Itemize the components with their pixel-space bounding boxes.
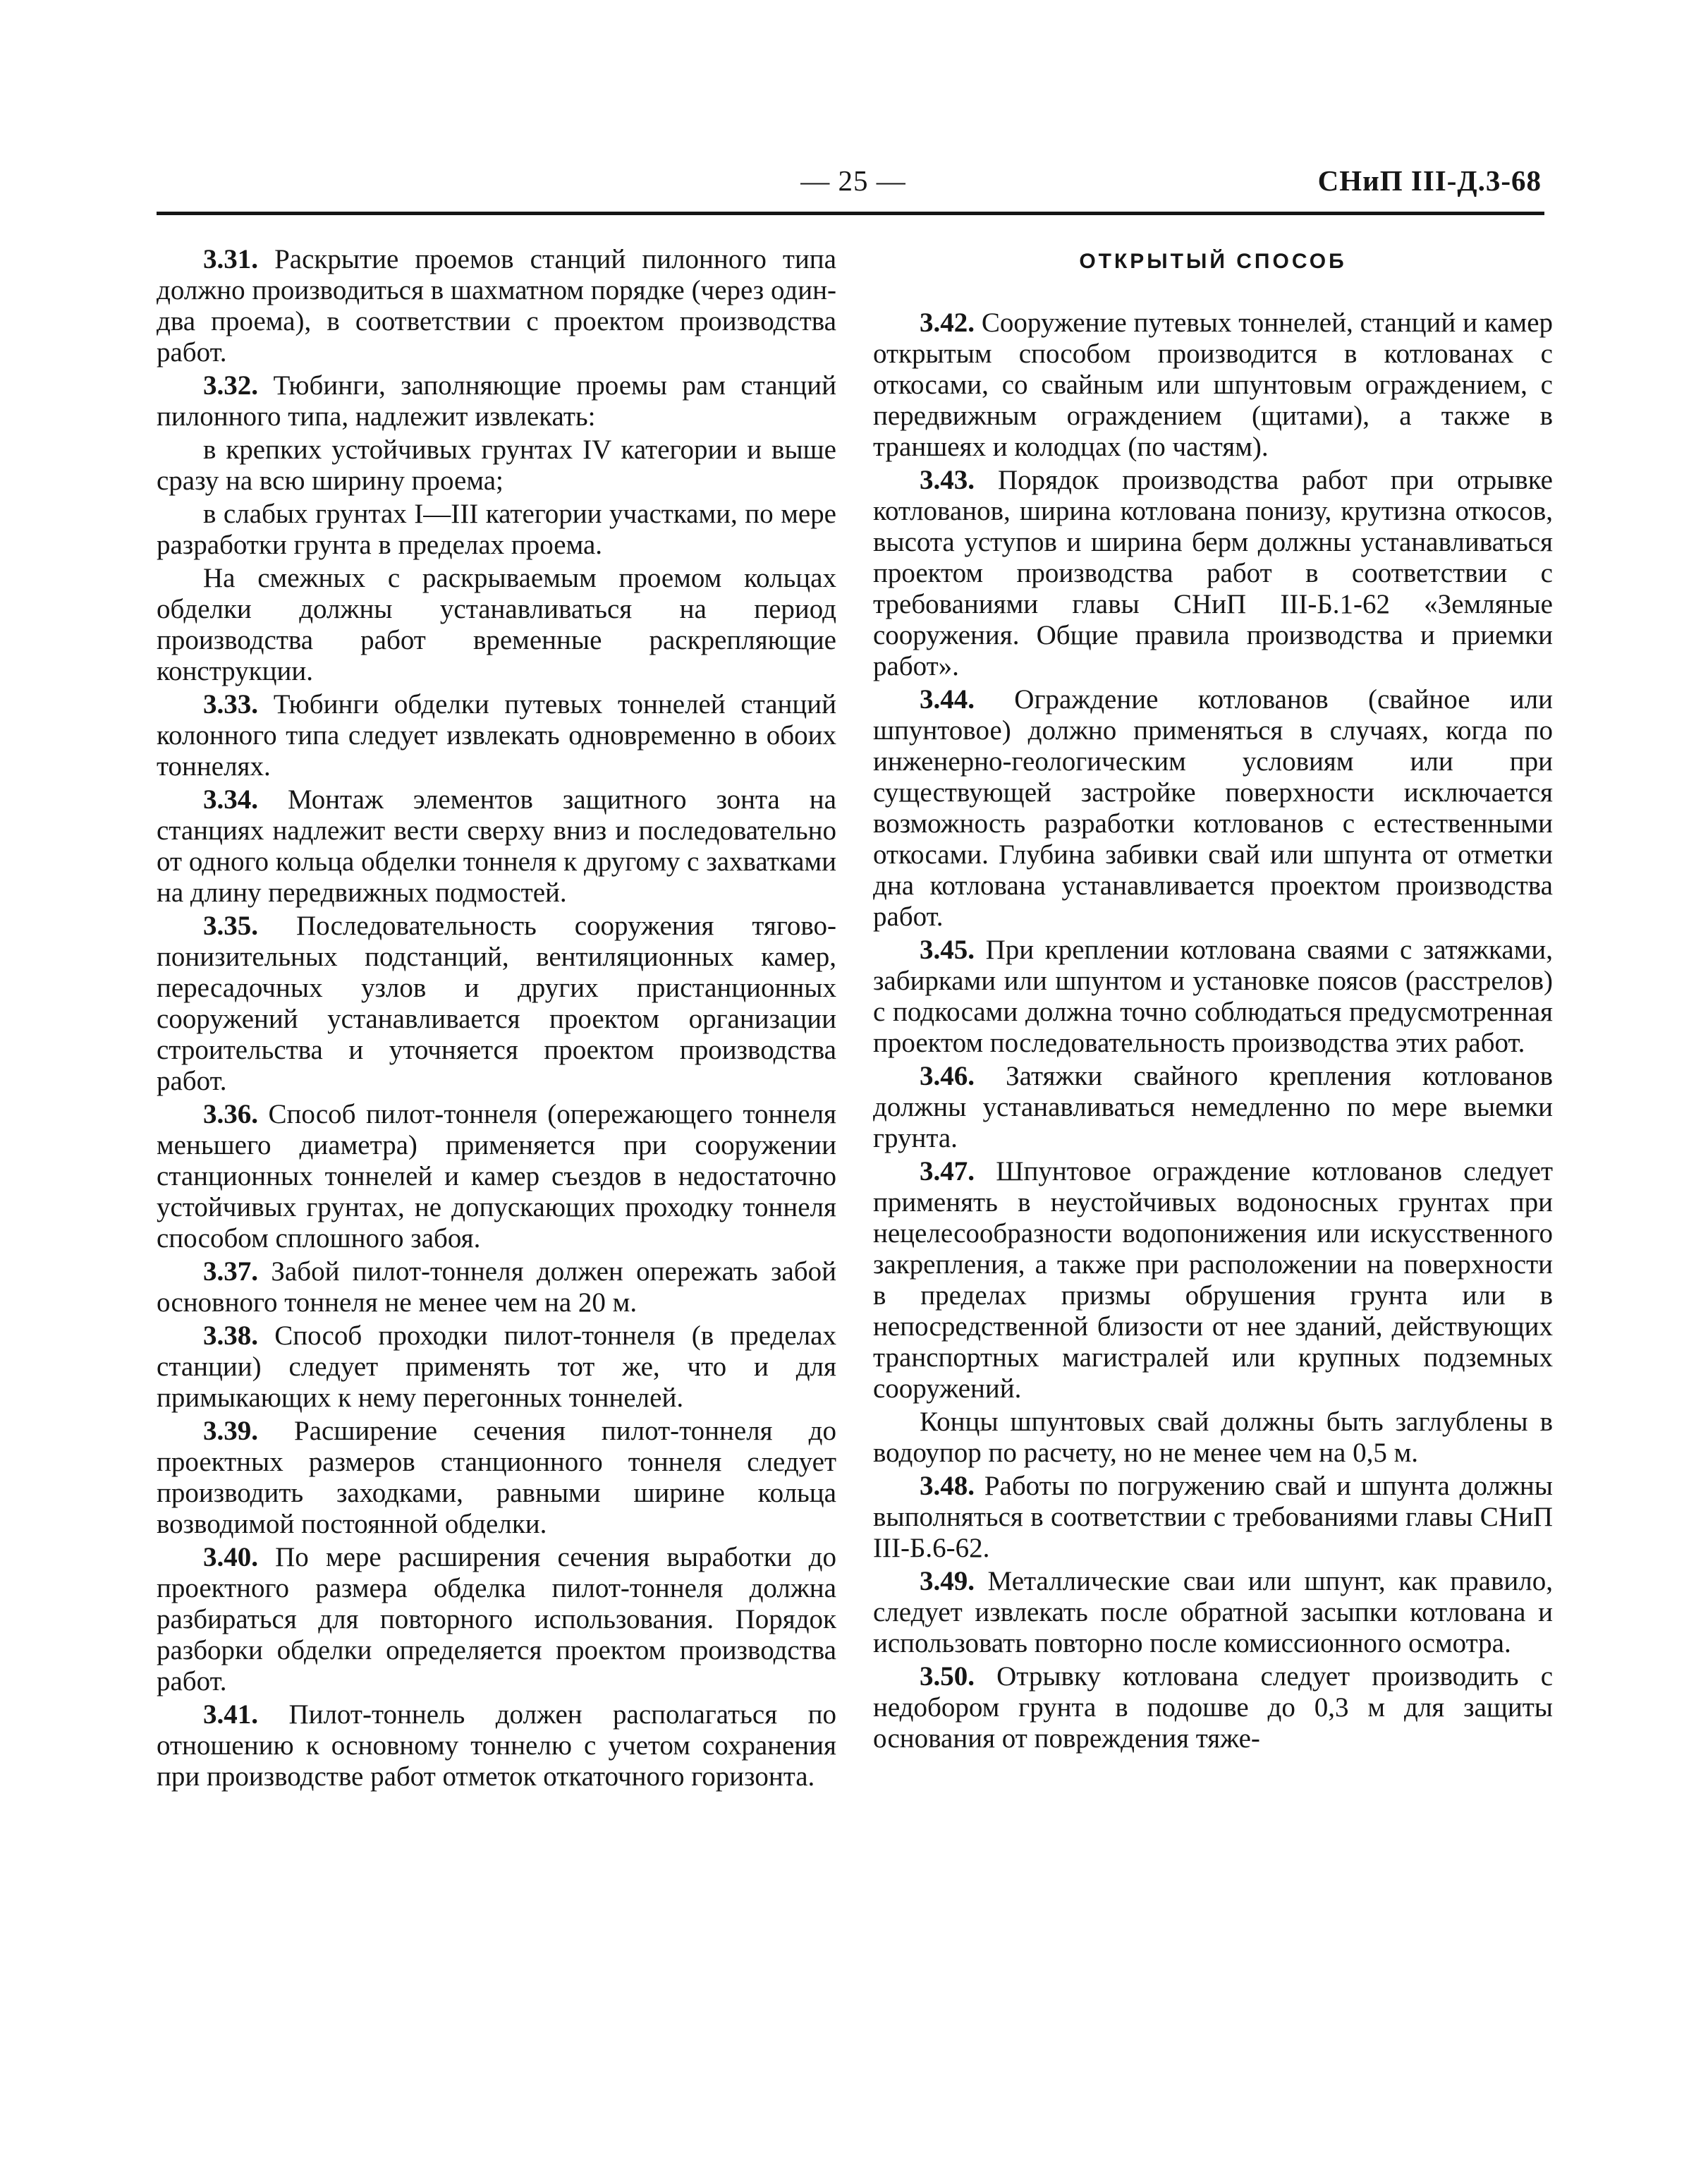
paragraph-text: Шпунтовое ограждение котлованов следует применять в неустойчивых водоносных грунтах при нецелесообразности водопонижения или искусственного закрепления, а также при расположении на поверхности в пределах призмы обрушения грунта или в непосредственной близости от нее зданий, действующих транспортных магистралей или крупных подземных сооружений. xyxy=(873,1156,1553,1404)
paragraph-text: в слабых грунтах I—III категории участками, по мере разработки грунта в пределах проема. xyxy=(157,499,836,560)
paragraph-text: Металлические сваи или шпунт, как правило, следует извлекать после обратной засыпки котлована и использовать повторно после комиссионного осмотра. xyxy=(873,1566,1553,1658)
paragraph-text: Отрывку котлована следует производить с недобором грунта в подошве до 0,3 м для защиты основания от повреждения тяже- xyxy=(873,1661,1554,1754)
paragraph xyxy=(157,1099,836,1254)
paragraph-text: Раскрытие проемов станций пилонного типа должно производиться в шахматном порядке (через один-два проема), в соответствии с проектом производства работ. xyxy=(157,244,836,368)
paragraph xyxy=(157,1699,836,1792)
paragraph xyxy=(873,1061,1553,1154)
paragraph xyxy=(873,684,1553,933)
paragraph xyxy=(157,911,836,1097)
paragraph-text: Ограждение котлованов (свайное или шпунтовое) должно применяться в случаях, когда по инженерно-геологическим условиям или при существующей застройке поверхности исключается возможность разработки котлованов с естественными откосами. Глубина забивки свай или шпунта от отметки дна котлована устанавливается проектом производства работ. xyxy=(873,684,1553,932)
paragraph xyxy=(157,1542,836,1697)
paragraph-number: 3.32. xyxy=(203,370,258,401)
paragraph-text: Тюбинги, заполняющие проемы рам станций пилонного типа, надлежит извлекать: xyxy=(157,370,836,432)
paragraph-number: 3.50. xyxy=(920,1661,975,1692)
page-number: — 25 — xyxy=(800,164,906,197)
paragraph-text: Монтаж элементов защитного зонта на станциях надлежит вести сверху вниз и последовательно от одного кольца обделки тоннеля к другому с захватками на длину передвижных подмостей. xyxy=(157,784,836,908)
paragraph xyxy=(157,1256,836,1318)
paragraph-text: Концы шпунтовых свай должны быть заглублены в водоупор по расчету, но не менее чем на 0,5 м. xyxy=(873,1407,1553,1468)
document-code: СНиП III-Д.3-68 xyxy=(1317,164,1542,197)
paragraph-number: 3.42. xyxy=(920,308,975,338)
paragraph-number: 3.31. xyxy=(203,244,258,274)
paragraph xyxy=(157,1321,836,1414)
paragraph-text: Затяжки свайного крепления котлованов должны устанавливаться немедленно по мере выемки грунта. xyxy=(873,1061,1553,1153)
paragraph-number: 3.40. xyxy=(203,1542,258,1572)
header-rule xyxy=(157,212,1544,215)
paragraph-number: 3.47. xyxy=(920,1156,975,1186)
paragraph-number: 3.38. xyxy=(203,1321,258,1351)
paragraph-number: 3.44. xyxy=(920,684,975,715)
paragraph-text: Работы по погружению свай и шпунта должны выполняться в соответствии с требованиями главы СНиП III-Б.6-62. xyxy=(873,1471,1553,1563)
paragraph-number: 3.37. xyxy=(203,1256,258,1287)
paragraph-text: При креплении котлована сваями с затяжками, забирками или шпунтом и установке поясов (расстрелов) с подкосами должна точно соблюдаться предусмотренная проектом последовательность производства этих работ. xyxy=(873,935,1553,1058)
paragraph xyxy=(873,1661,1553,1754)
paragraph-number: 3.43. xyxy=(920,465,975,495)
paragraph-text: Забой пилот-тоннеля должен опережать забой основного тоннеля не менее чем на 20 м. xyxy=(157,1256,837,1318)
paragraph-number: 3.39. xyxy=(203,1416,258,1446)
paragraph-number: 3.41. xyxy=(203,1699,258,1730)
paragraph-number: 3.49. xyxy=(920,1566,975,1596)
paragraph-number: 3.46. xyxy=(920,1061,975,1091)
paragraph xyxy=(157,689,836,782)
paragraph xyxy=(873,1471,1553,1564)
paragraph-text: в крепких устойчивых грунтах IV категории и выше сразу на всю ширину проема; xyxy=(157,435,836,496)
paragraph-text: Порядок производства работ при отрывке котлованов, ширина котлована понизу, крутизна откосов, высота уступов и ширина берм должны устанавливаться проектом производства работ в соответствии с требованиями главы СНиП III-Б.1-62 «Земляные сооружения. Общие правила производства и приемки работ». xyxy=(873,465,1553,681)
paragraph xyxy=(157,370,836,432)
paragraph-text: По мере расширения сечения выработки до проектного размера обделка пилот-тоннеля должна разбираться для повторного использования. Порядок разборки обделки определяется проектом производства работ. xyxy=(157,1542,836,1696)
paragraph-number: 3.48. xyxy=(920,1471,975,1501)
paragraph-text: Расширение сечения пилот-тоннеля до проектных размеров станционного тоннеля следует производить заходками, равными ширине кольца возводимой постоянной обделки. xyxy=(157,1416,837,1539)
right-column xyxy=(873,244,1553,1756)
paragraph-text: На смежных с раскрываемым проемом кольцах обделки должны устанавливаться на период производства работ временные раскрепляющие конструкции. xyxy=(157,563,836,686)
paragraph-number: 3.33. xyxy=(203,689,258,720)
paragraph xyxy=(157,784,836,909)
paragraph-number: 3.34. xyxy=(203,784,258,815)
paragraph-text: Способ проходки пилот-тоннеля (в пределах станции) следует применять тот же, что и для примыкающих к нему перегонных тоннелей. xyxy=(157,1321,836,1413)
paragraph-text: Тюбинги обделки путевых тоннелей станций колонного типа следует извлекать одновременно в обоих тоннелях. xyxy=(157,689,837,782)
paragraph-number: 3.45. xyxy=(920,935,975,965)
paragraph xyxy=(157,244,836,368)
paragraph-number: 3.36. xyxy=(203,1099,258,1129)
left-column xyxy=(157,244,836,1795)
paragraph xyxy=(157,563,836,687)
paragraph-text: Последовательность сооружения тягово-понизительных подстанций, вентиляционных камер, пересадочных узлов и других пристанционных сооружений устанавливается проектом организации строительства и уточняется проектом производства работ. xyxy=(157,911,837,1096)
paragraph xyxy=(157,435,836,497)
paragraph-text: Способ пилот-тоннеля (опережающего тоннеля меньшего диаметра) применяется при сооружении станционных тоннелей и камер съездов в недостаточно устойчивых грунтах, не допускающих проходку тоннеля способом сплошного забоя. xyxy=(157,1099,836,1254)
paragraph-text: Сооружение путевых тоннелей, станций и камер открытым способом производится в котлованах с откосами, со свайным или шпунтовым ограждением, с передвижным ограждением (щитами), а также в траншеях и колодцах (по частям). xyxy=(873,308,1553,462)
paragraph xyxy=(873,1407,1553,1469)
paragraph xyxy=(873,935,1553,1059)
paragraph xyxy=(873,465,1553,682)
paragraph xyxy=(873,308,1553,463)
paragraph-text: Пилот-тоннель должен располагаться по отношению к основному тоннелю с учетом сохранения при производстве работ отметок откаточного горизонта. xyxy=(157,1699,836,1792)
paragraph xyxy=(157,1416,836,1540)
paragraph xyxy=(873,1566,1553,1659)
paragraph xyxy=(157,499,836,561)
section-heading: ОТКРЫТЫЙ СПОСОБ xyxy=(1079,250,1347,273)
paragraph xyxy=(873,1156,1553,1404)
paragraph-number: 3.35. xyxy=(203,911,258,941)
